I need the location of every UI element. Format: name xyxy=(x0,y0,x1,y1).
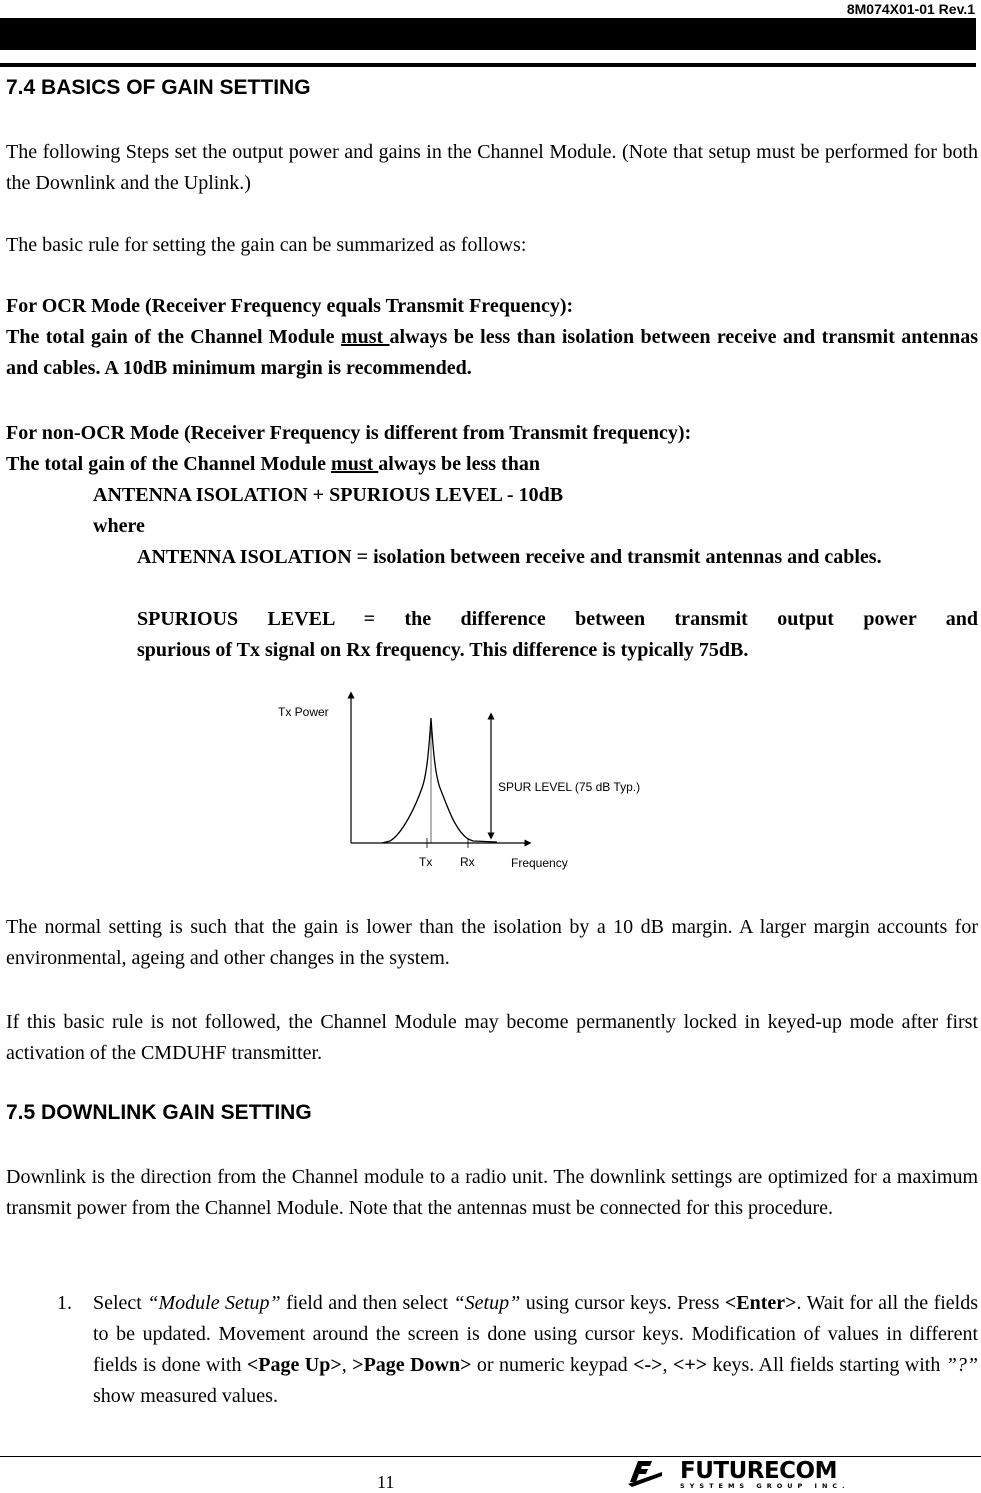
ocr-rule-text-b: always be less than isolation between receive and transmit antennas and cables. A 10dB minimum margin is recommended. xyxy=(6,326,978,379)
tx-label: Tx xyxy=(419,855,433,869)
spur-level-label: SPUR LEVEL (75 dB Typ.) xyxy=(498,780,641,794)
header-rule xyxy=(0,63,976,67)
step-1-t4: . Wait for all the fields to be updated. Movement around the screen is done using cursor keys. Modification of values in different fields is done with xyxy=(93,1292,979,1376)
page-number: 11 xyxy=(377,1472,395,1492)
definition-antenna-isolation: ANTENNA ISOLATION = isolation between receive and transmit antennas and cables. xyxy=(137,546,882,568)
nonocr-rule xyxy=(6,449,978,480)
nonocr-rule-text-a: The total gain of the Channel Module xyxy=(6,453,332,475)
header-bar xyxy=(0,18,976,50)
setup-field: “Setup” xyxy=(453,1292,521,1314)
step-1-t1: Select xyxy=(93,1292,148,1314)
futurecom-emblem-icon xyxy=(628,1461,662,1487)
module-setup-field: “Module Setup” xyxy=(147,1292,281,1314)
paragraph-basic-rule: The basic rule for setting the gain can be summarized as follows: xyxy=(6,234,527,256)
logo-wordmark: FUTURECOM xyxy=(680,1458,837,1484)
document-id: 8M074X01-01 Rev.1 xyxy=(846,1,975,17)
nonocr-heading: For non-OCR Mode (Receiver Frequency is different from Transmit frequency): xyxy=(6,422,692,444)
enter-key: <Enter> xyxy=(724,1292,797,1314)
plus-key: <+> xyxy=(672,1354,708,1376)
futurecom-logo xyxy=(628,1458,858,1490)
step-1-t3: using cursor keys. Press xyxy=(520,1292,725,1314)
minus-key: <-> xyxy=(633,1354,663,1376)
paragraph-normal-setting: The normal setting is such that the gain is lower than the isolation by a 10 dB margin. A larger margin accounts for environmental, ageing and other changes in the system. xyxy=(6,916,978,969)
paragraph-intro: The following Steps set the output power and gains in the Channel Module. (Note that setup must be performed for both the Downlink and the Uplink.) xyxy=(6,141,978,194)
ocr-rule-text-a: The total gain of the Channel Module xyxy=(6,326,341,348)
paragraph-rule-not-followed: If this basic rule is not followed, the Channel Module may become permanently locked in keyed-up mode after first activation of the CMDUHF transmitter. xyxy=(6,1011,978,1064)
footer-rule xyxy=(0,1456,981,1457)
paragraph-downlink: Downlink is the direction from the Channel module to a radio unit. The downlink settings are optimized for a maximum transmit power from the Channel Module. Note that the antennas must be connected for this procedure. xyxy=(6,1166,978,1219)
x-axis-label: Frequency xyxy=(511,856,568,870)
spur-level-diagram xyxy=(260,690,690,875)
ocr-rule xyxy=(6,322,978,384)
definition-spurious-line1: SPURIOUS LEVEL = the difference between transmit output power and xyxy=(137,608,978,630)
page-up-key: <Page Up> xyxy=(246,1354,342,1376)
step-1-t6: or numeric keypad xyxy=(471,1354,634,1376)
nonocr-rule-must: must xyxy=(331,453,379,475)
step-1-t7: , xyxy=(662,1354,673,1376)
step-1-number: 1. xyxy=(57,1292,72,1314)
step-1-t9: show measured values. xyxy=(93,1385,278,1407)
step-1-text xyxy=(93,1288,978,1412)
y-axis-label: Tx Power xyxy=(278,705,329,719)
page-down-key: >Page Down> xyxy=(352,1354,472,1376)
nonocr-rule-text-b: always be less than xyxy=(378,453,540,475)
ocr-heading: For OCR Mode (Receiver Frequency equals Transmit Frequency): xyxy=(6,295,574,317)
step-1-t2: field and then select xyxy=(280,1292,454,1314)
rx-label: Rx xyxy=(460,855,475,869)
where-label: where xyxy=(93,515,145,537)
step-1-t5: , xyxy=(341,1354,353,1376)
gain-formula: ANTENNA ISOLATION + SPURIOUS LEVEL - 10dB xyxy=(93,484,564,506)
question-mark-field: ”?” xyxy=(945,1354,979,1376)
logo-subtext: SYSTEMS GROUP INC. xyxy=(680,1482,850,1490)
step-1-t8: keys. All fields starting with xyxy=(707,1354,946,1376)
ocr-rule-must: must xyxy=(340,326,390,348)
definition-spurious-line2: spurious of Tx signal on Rx frequency. This difference is typically 75dB. xyxy=(137,639,749,661)
tx-spectrum-curve xyxy=(382,718,497,843)
section-7-5-title: 7.5 DOWNLINK GAIN SETTING xyxy=(6,1101,312,1124)
section-7-4-title: 7.4 BASICS OF GAIN SETTING xyxy=(6,76,311,99)
